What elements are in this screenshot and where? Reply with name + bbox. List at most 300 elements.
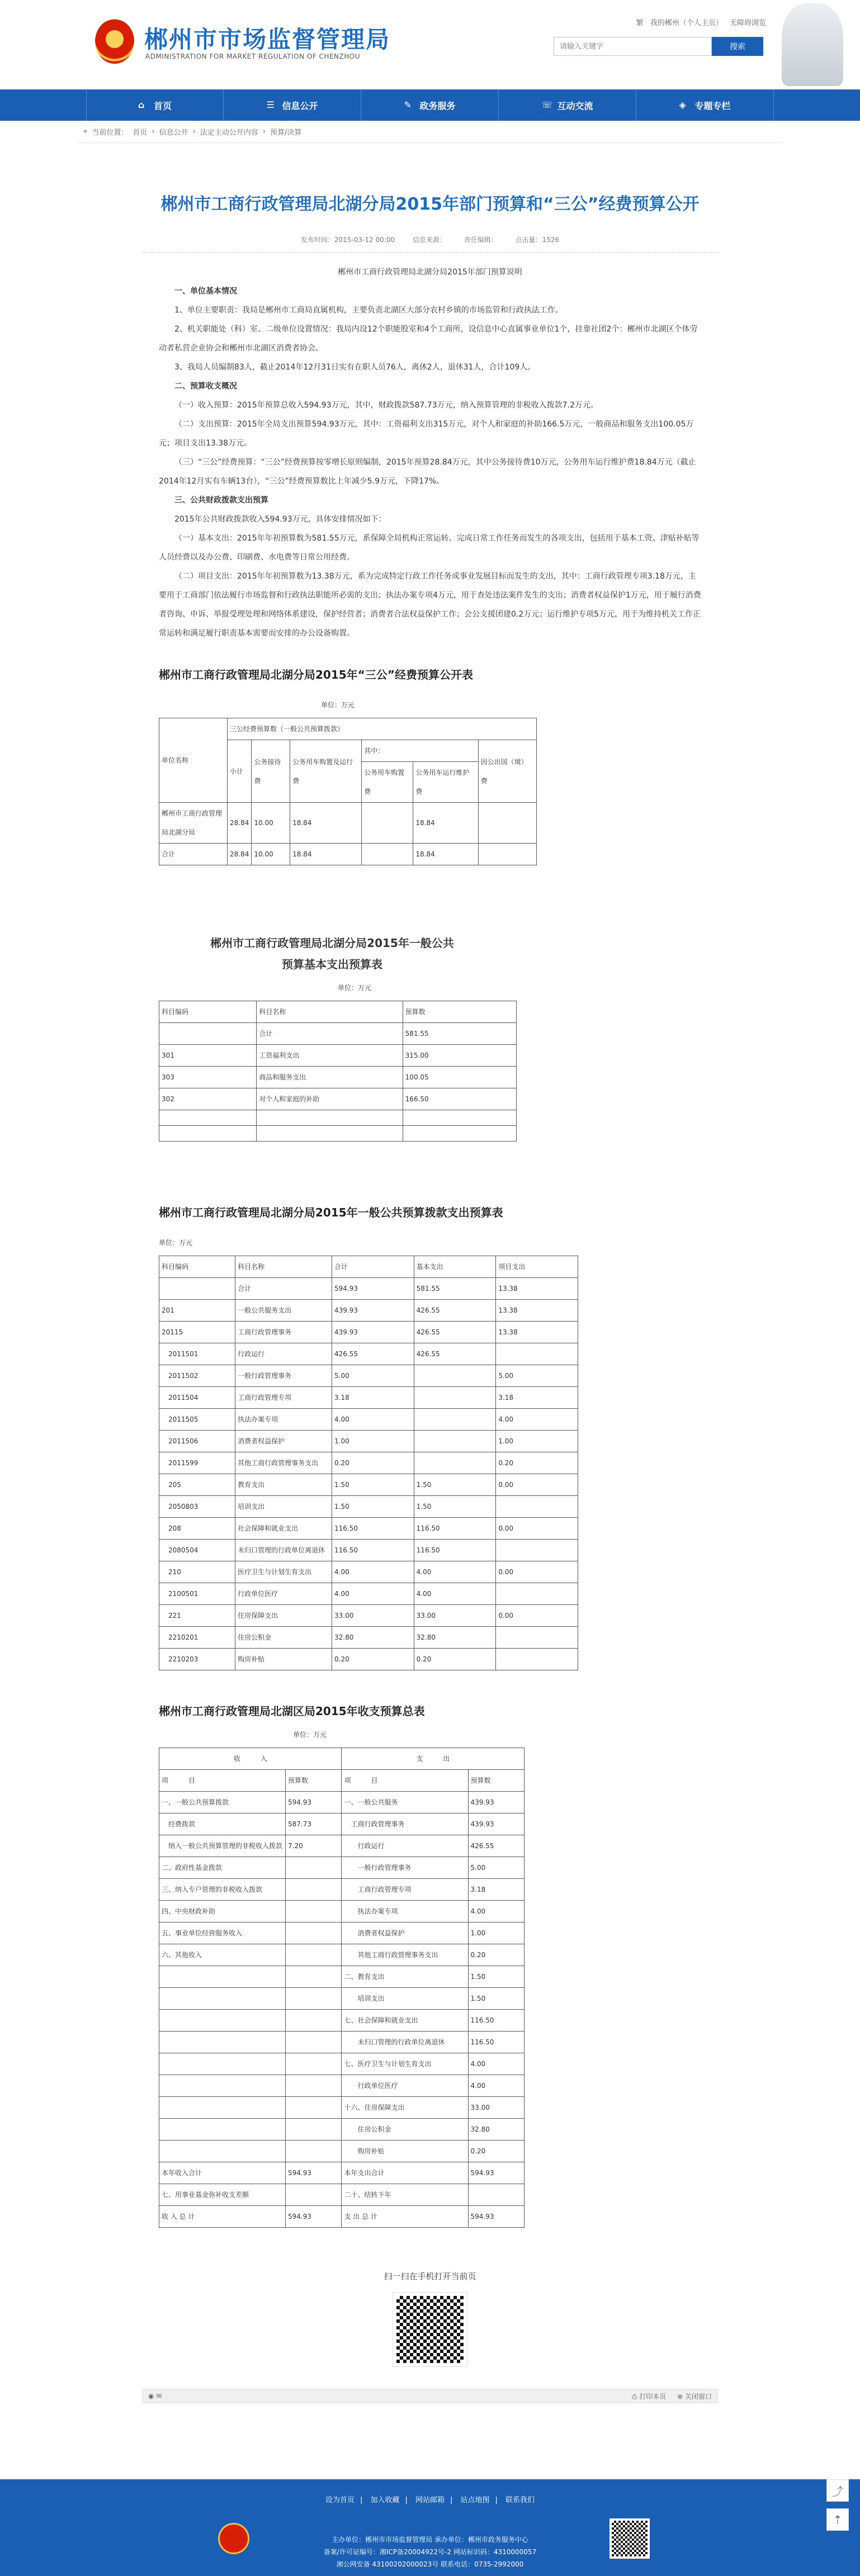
crumb-label: 当前位置：	[92, 129, 129, 137]
table-cell: 2011502	[159, 1365, 235, 1387]
nav-label: 信息公开	[282, 100, 318, 111]
table-cell: 594.93	[286, 1792, 342, 1813]
table-row	[159, 1813, 524, 1835]
table-row	[159, 1300, 578, 1322]
table-row	[159, 2075, 524, 2097]
crumb-sep: ›	[152, 127, 155, 136]
table-cell: 426.55	[414, 1322, 496, 1343]
table-cell: 消费者权益保护	[235, 1431, 332, 1452]
table-cell: 二、教育支出	[342, 1966, 468, 1988]
crumb-sep: ›	[262, 127, 266, 136]
crumb-info[interactable]: 信息公开	[159, 129, 188, 137]
table-cell	[286, 1879, 342, 1901]
paragraph: （二）支出预算：2015年全局支出预算594.93万元，其中：工资福利支出315万元，对个人和家庭的补助166.5万元，一般商品和服务支出100.05万元；项目支出13.38万元。	[159, 420, 694, 448]
editor: 责任编辑：	[464, 236, 498, 244]
table-row	[159, 1431, 578, 1452]
th: 小计	[228, 740, 252, 803]
table-cell	[286, 1922, 342, 1944]
table-row	[159, 2032, 524, 2053]
table-cell: 1.00	[496, 1431, 578, 1452]
table-cell: 3.18	[468, 1879, 524, 1901]
table-cell: 培训支出	[235, 1496, 332, 1518]
table-cell: 426.55	[414, 1300, 496, 1322]
table-row	[159, 1944, 524, 1966]
table-cell: 工商行政管理事务	[342, 1813, 468, 1835]
table-cell: 3.18	[332, 1387, 414, 1409]
toplink-my-home[interactable]: 我的郴州（个人主页）	[650, 19, 723, 27]
table4-title: 郴州市工商行政管理局北湖区局2015年收支预算总表	[159, 1704, 425, 1718]
table4-unit: 单位：万元	[293, 1731, 327, 1739]
home-icon: ⌂	[138, 100, 145, 110]
table-cell: 未归口管理的行政单位离退休	[342, 2032, 468, 2053]
table-cell: 其他工商行政管理事务支出	[342, 1944, 468, 1966]
table-cell: 4.00	[332, 1561, 414, 1583]
table-cell	[496, 1627, 578, 1649]
table-cell	[159, 2075, 286, 2097]
table-cell: 0.20	[414, 1649, 496, 1670]
table-cell	[159, 2053, 286, 2075]
table-cell: 六、其他收入	[159, 1944, 286, 1966]
publish-time: 发布时间：2015-03-12 00:00	[300, 236, 395, 244]
footer-links: 设为首页 | 加入收藏 | 网站邮箱 | 站点地图 | 联系我们	[325, 2496, 535, 2504]
paragraph: （一）基本支出：2015年年初预算数为581.55万元，系保障全局机构正常运转、完成日常工作任务而发生的各项支出，包括用于基本工资、津贴补贴等人员经费以及办公费、印刷费、水电费等日常公用经费。	[159, 534, 700, 562]
table-cell: 439.93	[332, 1300, 414, 1322]
table-row	[159, 1835, 524, 1857]
table2-title-2: 预算基本支出预算表	[282, 958, 382, 971]
table-row	[159, 1343, 578, 1365]
table-cell	[414, 1431, 496, 1452]
table-cell: 2210201	[159, 1627, 235, 1649]
table-cell: 439.93	[332, 1322, 414, 1343]
table-cell: 2011505	[159, 1409, 235, 1431]
table-cell: 二、政府性基金拨款	[159, 1857, 286, 1879]
table-row	[159, 1001, 517, 1023]
table-cell: 32.80	[332, 1627, 414, 1649]
table-cell	[414, 1387, 496, 1409]
table-cell: 消费者权益保护	[342, 1922, 468, 1944]
table-cell: 32.80	[468, 2119, 524, 2141]
table-sangong	[159, 718, 537, 865]
table-cell: 三、纳入专户管理的非税收入拨款	[159, 1879, 286, 1901]
search-button[interactable]: 搜索	[712, 37, 763, 56]
table-row	[159, 1496, 578, 1518]
table-cell: 一、一般公共服务	[342, 1792, 468, 1813]
table-cell	[286, 1988, 342, 2010]
table-cell: 426.55	[332, 1343, 414, 1365]
th: 收 入	[159, 1748, 342, 1770]
table-cell: 科目名称	[235, 1256, 332, 1278]
table-row	[159, 1452, 578, 1474]
table-row	[159, 1922, 524, 1944]
table-cell: 支 出 总 计	[342, 2206, 468, 2228]
close-window-button[interactable]: 关闭窗口	[684, 2392, 712, 2400]
table-cell: 四、中央财政补助	[159, 1901, 286, 1922]
table-cell: 项目支出	[496, 1256, 578, 1278]
table-row	[159, 1901, 524, 1922]
table-cell: 18.84	[290, 803, 362, 844]
table3-title: 郴州市工商行政管理局北湖分局2015年一般公共预算拨款支出预算表	[159, 1206, 503, 1219]
table-summary	[159, 1748, 524, 2228]
table-cell: 201	[159, 1300, 235, 1322]
table-cell: 项 目	[159, 1770, 286, 1792]
table-cell: 32.80	[414, 1627, 496, 1649]
table-cell: 2080504	[159, 1540, 235, 1561]
table-cell: 594.93	[286, 2206, 342, 2228]
print-button[interactable]: 打印本页	[639, 2392, 667, 2400]
table-cell: 住房公积金	[235, 1627, 332, 1649]
table-cell: 208	[159, 1518, 235, 1540]
table-cell: 5.00	[468, 1857, 524, 1879]
table-cell: 4.00	[468, 2075, 524, 2097]
table-cell: 培训支出	[342, 1988, 468, 2010]
table-cell: 一般行政管理事务	[235, 1365, 332, 1387]
nav-service[interactable]	[361, 89, 499, 121]
table-cell: 五、事业单位经营服务收入	[159, 1922, 286, 1944]
table-appropriation	[159, 1256, 578, 1670]
table-cell	[362, 844, 413, 865]
table-row	[159, 1988, 524, 2010]
body-heading: 郴州市工商行政管理局北湖分局2015年部门预算说明	[338, 268, 522, 277]
table-row	[159, 2141, 524, 2162]
footer-link[interactable]: 站点地图	[460, 2496, 490, 2504]
table-cell: 4.00	[414, 1583, 496, 1605]
table-cell: 18.84	[290, 844, 362, 865]
back-to-top-icon[interactable]: ⇡	[826, 2508, 849, 2531]
table-cell: 社会保障和就业支出	[235, 1518, 332, 1540]
table-cell: 0.20	[332, 1452, 414, 1474]
national-emblem-icon	[95, 19, 134, 64]
table-cell: 纳入一般公共预算管理的非税收入拨款	[159, 1835, 286, 1857]
table2-title: 郴州市工商行政管理局北湖分局2015年一般公共	[210, 936, 454, 950]
table-row	[159, 1067, 517, 1088]
table-row	[159, 2206, 524, 2228]
table-row	[159, 2097, 524, 2119]
nav-topics[interactable]	[636, 89, 774, 121]
close-icon: ⊗	[677, 2392, 683, 2400]
table-cell: 10.00	[252, 803, 290, 844]
table-cell: 执法办案专项	[342, 1901, 468, 1922]
table-cell	[403, 1110, 516, 1126]
table-cell: 一般公共服务支出	[235, 1300, 332, 1322]
th: 公务接待费	[252, 740, 290, 803]
table-cell: 315.00	[403, 1045, 516, 1067]
table-cell: 301	[159, 1045, 257, 1067]
table-cell	[478, 844, 536, 865]
table-cell: 18.84	[413, 844, 478, 865]
table-cell: 5.00	[332, 1365, 414, 1387]
table-cell: 28.84	[228, 803, 252, 844]
article-body	[142, 253, 718, 2366]
nav-label: 互动交流	[557, 100, 593, 111]
table-cell: 住房保障支出	[235, 1605, 332, 1627]
footer-line: 备案/许可证编号：湘ICP备20004922号-2 网站标识码：4310000057	[323, 2548, 537, 2556]
search-input[interactable]	[554, 37, 712, 56]
table-cell: 合计	[159, 844, 228, 865]
table-cell	[159, 1278, 235, 1300]
toplink-traditional[interactable]: 繁	[636, 19, 644, 27]
table-row	[159, 2053, 524, 2075]
paragraph: （二）项目支出：2015年年初预算数为13.38万元，系为完成特定行政工作任务或事业发展目标而发生的支出，其中：工商行政管理专项3.18万元，主要用于工商部门依法履行市场监督和行政执法职能所必需的支出；执法办案专项4万元，用于查处违法案件发生的支出；消费者权益保护1万元，用于履行消费者咨询、申诉、举报受理处理和网络体系建设，保护经营者；消费者合法权益保护工作；会公支援团建0.2万元；运行维护专项5万元，用于为维持机关工作正常运转和满足履行职责基本需要而安排的办公设备购置。	[159, 572, 701, 638]
table-cell: 221	[159, 1605, 235, 1627]
table-cell	[286, 2184, 342, 2206]
table-cell	[159, 2032, 286, 2053]
table-cell: 2210203	[159, 1649, 235, 1670]
table-cell: 7.20	[286, 1835, 342, 1857]
table-cell: 预算数	[468, 1770, 524, 1792]
toplink-accessibility[interactable]: 无障碍浏览	[729, 19, 766, 27]
table-row	[159, 1365, 578, 1387]
crumb-public[interactable]: 法定主动公开内容	[200, 129, 258, 137]
table-cell: 205	[159, 1474, 235, 1496]
paragraph: （三）“三公”经费预算：“三公”经费预算按零增长原则编制，2015年预算28.84万元，其中公务接待费10万元，公务用车运行维护费18.84万元（截止2014年12月实有车辆13台），“三公”经费预算数比上年减少5.9万元，下降17%。	[159, 458, 696, 486]
table-cell	[496, 1343, 578, 1365]
layers-icon: ◈	[679, 100, 686, 110]
table-cell: 3.18	[496, 1387, 578, 1409]
table-row	[159, 1792, 524, 1813]
table-cell: 本年支出合计	[342, 2162, 468, 2184]
table-cell: 0.20	[332, 1649, 414, 1670]
footer-link[interactable]: 联系我们	[505, 2496, 535, 2504]
table-cell	[496, 1496, 578, 1518]
table-cell: 住房公积金	[342, 2119, 468, 2141]
table-cell: 行政单位医疗	[235, 1583, 332, 1605]
table-cell: 100.05	[403, 1067, 516, 1088]
table-cell	[286, 2097, 342, 2119]
table-cell: 4.00	[496, 1409, 578, 1431]
qr-code-image	[393, 2293, 467, 2366]
table-cell: 13.38	[496, 1322, 578, 1343]
table-cell	[478, 803, 536, 844]
header	[0, 0, 860, 89]
table-row	[159, 1627, 578, 1649]
table-cell: 商品和服务支出	[257, 1067, 403, 1088]
table-cell: 0.20	[496, 1452, 578, 1474]
footer-line: 主办单位：郴州市市场监督管理局 承办单位：郴州市政务服务中心	[332, 2536, 528, 2544]
section-heading: 三、公共财政拨款支出预算	[174, 496, 268, 505]
footer-link[interactable]: 网站邮箱	[415, 2496, 445, 2504]
site-subtitle: ADMINISTRATION FOR MARKET REGULATION OF CHENZHOU	[145, 53, 360, 60]
table-cell	[257, 1110, 403, 1126]
table-cell: 执法办案专项	[235, 1409, 332, 1431]
th: 其中：	[362, 740, 478, 762]
article-meta	[142, 235, 718, 253]
footer-line: 湘公网安备 43100202000023号 联系电话：0735-2992000	[336, 2560, 524, 2568]
table-cell: 116.50	[332, 1540, 414, 1561]
table-row	[159, 2010, 524, 2032]
table-cell: 116.50	[468, 2010, 524, 2032]
table-row	[159, 1023, 517, 1045]
table-row	[159, 1045, 517, 1067]
table-cell	[286, 2141, 342, 2162]
table-cell: 2011501	[159, 1343, 235, 1365]
share-side-icon[interactable]: ⤴	[826, 2479, 849, 2502]
table-cell: 对个人和家庭的补助	[257, 1088, 403, 1110]
table-row	[159, 803, 537, 844]
table-cell: 33.00	[332, 1605, 414, 1627]
table-cell	[414, 1452, 496, 1474]
table-cell: 33.00	[414, 1605, 496, 1627]
nav-interact[interactable]	[499, 89, 636, 121]
table-cell: 工商行政管理事务	[235, 1322, 332, 1343]
source: 信息来源：	[412, 236, 446, 244]
table-cell: 行政运行	[235, 1343, 332, 1365]
table-cell: 116.50	[414, 1540, 496, 1561]
table-row	[159, 1110, 517, 1126]
table-cell: 4.00	[414, 1561, 496, 1583]
footer	[0, 2479, 860, 2576]
table-cell: 教育支出	[235, 1474, 332, 1496]
table-cell: 210	[159, 1561, 235, 1583]
table2-unit: 单位：万元	[338, 984, 372, 992]
table-cell: 合计	[257, 1023, 403, 1045]
nav-label: 专题专栏	[694, 100, 731, 111]
table-cell: 1.50	[332, 1496, 414, 1518]
table-cell: 20115	[159, 1322, 235, 1343]
pen-icon: ✎	[404, 100, 412, 110]
table-row	[159, 1256, 578, 1278]
table-cell: 科目编码	[159, 1001, 257, 1023]
table-cell: 2011599	[159, 1452, 235, 1474]
table-cell	[362, 803, 413, 844]
table-cell: 1.00	[332, 1431, 414, 1452]
table-cell: 工资福利支出	[257, 1045, 403, 1067]
table-cell: 1.50	[468, 1988, 524, 2010]
list-icon: ☰	[266, 100, 275, 110]
table-cell: 2050803	[159, 1496, 235, 1518]
th: 公务用车运行维护费	[413, 762, 478, 803]
search-box	[554, 37, 763, 56]
table-cell: 18.84	[413, 803, 478, 844]
table-cell	[159, 1988, 286, 2010]
table-cell: 合计	[235, 1278, 332, 1300]
table-row	[159, 1966, 524, 1988]
table-row	[159, 2119, 524, 2141]
table-cell: 购房补贴	[235, 1649, 332, 1670]
table-row	[159, 1409, 578, 1431]
table-cell	[286, 1966, 342, 1988]
table-cell	[159, 2097, 286, 2119]
table-cell: 0.20	[468, 2141, 524, 2162]
table-cell: 项 目	[342, 1770, 468, 1792]
crumb-budget[interactable]: 预算/决算	[270, 129, 302, 137]
table-cell: 基本支出	[414, 1256, 496, 1278]
article-toolbar	[142, 2389, 718, 2403]
table1-unit: 单位：万元	[321, 701, 355, 709]
table-cell	[468, 2184, 524, 2206]
table-row	[159, 1278, 578, 1300]
table-row	[159, 1387, 578, 1409]
table-cell: 郴州市工商行政管理局北湖分局	[159, 803, 228, 844]
table-cell	[159, 1126, 257, 1142]
table-cell: 一、一般公共预算拨款	[159, 1792, 286, 1813]
table-basic-expense	[159, 1001, 517, 1142]
table-row	[159, 2162, 524, 2184]
table-cell: 0.20	[468, 1944, 524, 1966]
site-title[interactable]: 郴州市市场监督管理局	[144, 26, 391, 53]
table-cell: 七、社会保障和就业支出	[342, 2010, 468, 2032]
article	[142, 190, 718, 2403]
section-heading: 二、预算收支概况	[174, 382, 237, 391]
nav-home[interactable]	[86, 89, 224, 121]
footer-link[interactable]: 加入收藏	[370, 2496, 400, 2504]
table-cell: 426.55	[468, 1835, 524, 1857]
party-gov-badge-icon[interactable]	[218, 2523, 249, 2554]
qr-caption: 扫一扫在手机打开当前页	[384, 2271, 476, 2281]
table-cell: 预算数	[286, 1770, 342, 1792]
section-heading: 一、单位基本情况	[174, 287, 237, 296]
table-cell	[257, 1126, 403, 1142]
table-cell	[159, 2141, 286, 2162]
table-cell	[414, 1365, 496, 1387]
table-cell: 303	[159, 1067, 257, 1088]
table-cell: 2011504	[159, 1387, 235, 1409]
table-cell: 1.00	[468, 1922, 524, 1944]
paragraph: 2015年公共财政拨款收入594.93万元，具体安排情况如下：	[174, 515, 386, 524]
table-row	[159, 1605, 578, 1627]
table-cell	[496, 1583, 578, 1605]
th: 公务用车购置及运行费	[290, 740, 362, 803]
table-row	[159, 1649, 578, 1670]
table-cell: 0.00	[496, 1605, 578, 1627]
th: 因公出国（境）费	[478, 740, 536, 803]
table-cell	[159, 1110, 257, 1126]
table-row	[159, 1561, 578, 1583]
table-cell: 1.50	[468, 1966, 524, 1988]
table-row	[159, 1879, 524, 1901]
table1-title: 郴州市工商行政管理局北湖分局2015年“三公”经费预算公开表	[159, 668, 473, 681]
table-cell: 0.00	[496, 1518, 578, 1540]
article-title: 郴州市工商行政管理局北湖分局2015年部门预算和“三公”经费预算公开	[160, 195, 700, 214]
table-cell: 医疗卫生与计划生育支出	[235, 1561, 332, 1583]
table-cell: 购房补贴	[342, 2141, 468, 2162]
table-cell	[286, 1857, 342, 1879]
phone-icon: ☏	[541, 100, 553, 110]
table-cell: 4.00	[468, 2053, 524, 2075]
th-unit-name: 单位名称	[159, 718, 228, 803]
footer-link[interactable]: 设为首页	[325, 2496, 355, 2504]
table-cell: 587.73	[286, 1813, 342, 1835]
paragraph: 2、机关职能处（科）室、二级单位设置情况：我局内设12个职能股室和4个工商所，设信息中心直属事业单位1个，挂靠社团2个：郴州市北湖区个体劳动者私营企业协会和郴州市北湖区消费者协会。	[159, 325, 698, 353]
table-cell: 1.50	[414, 1474, 496, 1496]
paragraphs	[159, 282, 701, 643]
table3-unit: 单位：万元	[159, 1239, 193, 1247]
table-cell: 4.00	[332, 1409, 414, 1431]
crumb-sep: ›	[192, 127, 196, 136]
nav-label: 政务服务	[419, 100, 456, 111]
table-cell: 426.55	[414, 1343, 496, 1365]
table-row	[159, 1540, 578, 1561]
table-row	[159, 1088, 517, 1110]
table-cell: 166.50	[403, 1088, 516, 1110]
table-cell	[286, 2053, 342, 2075]
table-cell	[414, 1409, 496, 1431]
table-cell	[403, 1126, 516, 1142]
share-icon[interactable]: ◉ ✉	[148, 2392, 162, 2400]
table-cell: 4.00	[468, 1901, 524, 1922]
paragraph: 1、单位主要职责：我局是郴州市工商局直属机构，主要负责北湖区大部分农村乡镇的市场监管和行政执法工作。	[174, 306, 563, 315]
table-cell: 594.93	[468, 2162, 524, 2184]
table-cell: 1.50	[332, 1474, 414, 1496]
table-cell: 科目名称	[257, 1001, 403, 1023]
table-row	[159, 1857, 524, 1879]
table-cell: 一般行政管理事务	[342, 1857, 468, 1879]
table-cell: 0.00	[496, 1561, 578, 1583]
table-cell	[286, 2010, 342, 2032]
table-cell: 行政单位医疗	[342, 2075, 468, 2097]
nav-info[interactable]	[224, 89, 361, 121]
table-cell: 594.93	[468, 2206, 524, 2228]
crumb-home[interactable]: 首页	[133, 129, 148, 137]
